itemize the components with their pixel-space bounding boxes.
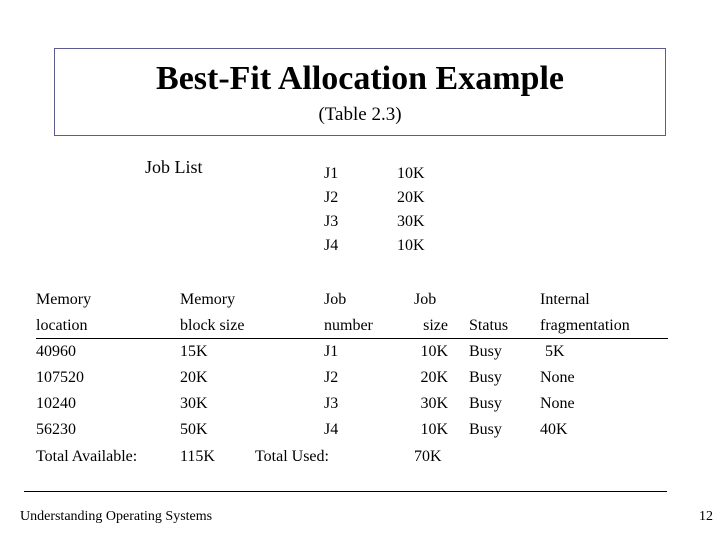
job-id: J4 bbox=[324, 237, 339, 254]
footer-course: Understanding Operating Systems bbox=[20, 509, 213, 524]
cell: 10240 bbox=[36, 395, 76, 412]
job-id: J3 bbox=[324, 213, 339, 230]
job-list-label: Job List bbox=[145, 157, 203, 177]
slide-subtitle: (Table 2.3) bbox=[318, 104, 402, 125]
footer-divider bbox=[24, 491, 667, 492]
col-job-size bbox=[414, 287, 448, 443]
job-size: 10K bbox=[397, 165, 425, 182]
cell: Busy bbox=[469, 369, 502, 386]
cell: Busy bbox=[469, 421, 502, 438]
col-status bbox=[469, 287, 508, 443]
cell: 20K bbox=[420, 369, 448, 386]
header-line: Job bbox=[414, 291, 437, 308]
cell: J2 bbox=[324, 369, 339, 386]
header-line: Internal bbox=[540, 291, 590, 308]
page-number: 12 bbox=[699, 509, 713, 524]
total-available-label: Total Available: bbox=[36, 448, 138, 465]
header-line: number bbox=[324, 317, 373, 334]
cell: 20K bbox=[180, 369, 208, 386]
col-job-number bbox=[324, 287, 373, 443]
header-line: block size bbox=[180, 317, 245, 334]
job-list-sizes bbox=[397, 162, 425, 258]
cell: 30K bbox=[420, 395, 448, 412]
cell: None bbox=[540, 369, 575, 386]
header-line: Status bbox=[469, 317, 509, 334]
header-line: size bbox=[423, 317, 448, 334]
header-line: Memory bbox=[36, 291, 92, 308]
cell: Busy bbox=[469, 395, 502, 412]
cell: 50K bbox=[180, 421, 208, 438]
cell: J4 bbox=[324, 421, 339, 438]
total-available-value: 115K bbox=[180, 448, 215, 465]
header-line: Job bbox=[324, 291, 347, 308]
cell: 10K bbox=[420, 343, 448, 360]
cell: 56230 bbox=[36, 421, 76, 438]
total-used-label: Total Used: bbox=[255, 448, 329, 465]
job-list-ids bbox=[324, 162, 338, 258]
cell: 15K bbox=[180, 343, 208, 360]
job-id: J2 bbox=[324, 189, 339, 206]
cell: 40960 bbox=[36, 343, 76, 360]
cell: None bbox=[540, 395, 575, 412]
job-size: 10K bbox=[397, 237, 425, 254]
cell: 30K bbox=[180, 395, 208, 412]
header-line: location bbox=[36, 317, 88, 334]
col-fragmentation bbox=[540, 287, 630, 443]
cell: 5K bbox=[545, 343, 565, 360]
slide-title: Best-Fit Allocation Example bbox=[156, 60, 564, 97]
header-divider bbox=[36, 338, 668, 339]
col-block-size bbox=[180, 287, 244, 443]
header-line: fragmentation bbox=[540, 317, 630, 334]
cell: J3 bbox=[324, 395, 339, 412]
job-size: 30K bbox=[397, 213, 425, 230]
cell: 10K bbox=[420, 421, 448, 438]
cell: Busy bbox=[469, 343, 502, 360]
job-size: 20K bbox=[397, 189, 425, 206]
col-memory-location bbox=[36, 287, 91, 443]
total-used-value: 70K bbox=[414, 448, 442, 465]
header-line: Memory bbox=[180, 291, 236, 308]
cell: 107520 bbox=[36, 369, 84, 386]
header-line bbox=[469, 287, 508, 313]
job-id: J1 bbox=[324, 165, 339, 182]
cell: 40K bbox=[540, 421, 568, 438]
cell: J1 bbox=[324, 343, 339, 360]
